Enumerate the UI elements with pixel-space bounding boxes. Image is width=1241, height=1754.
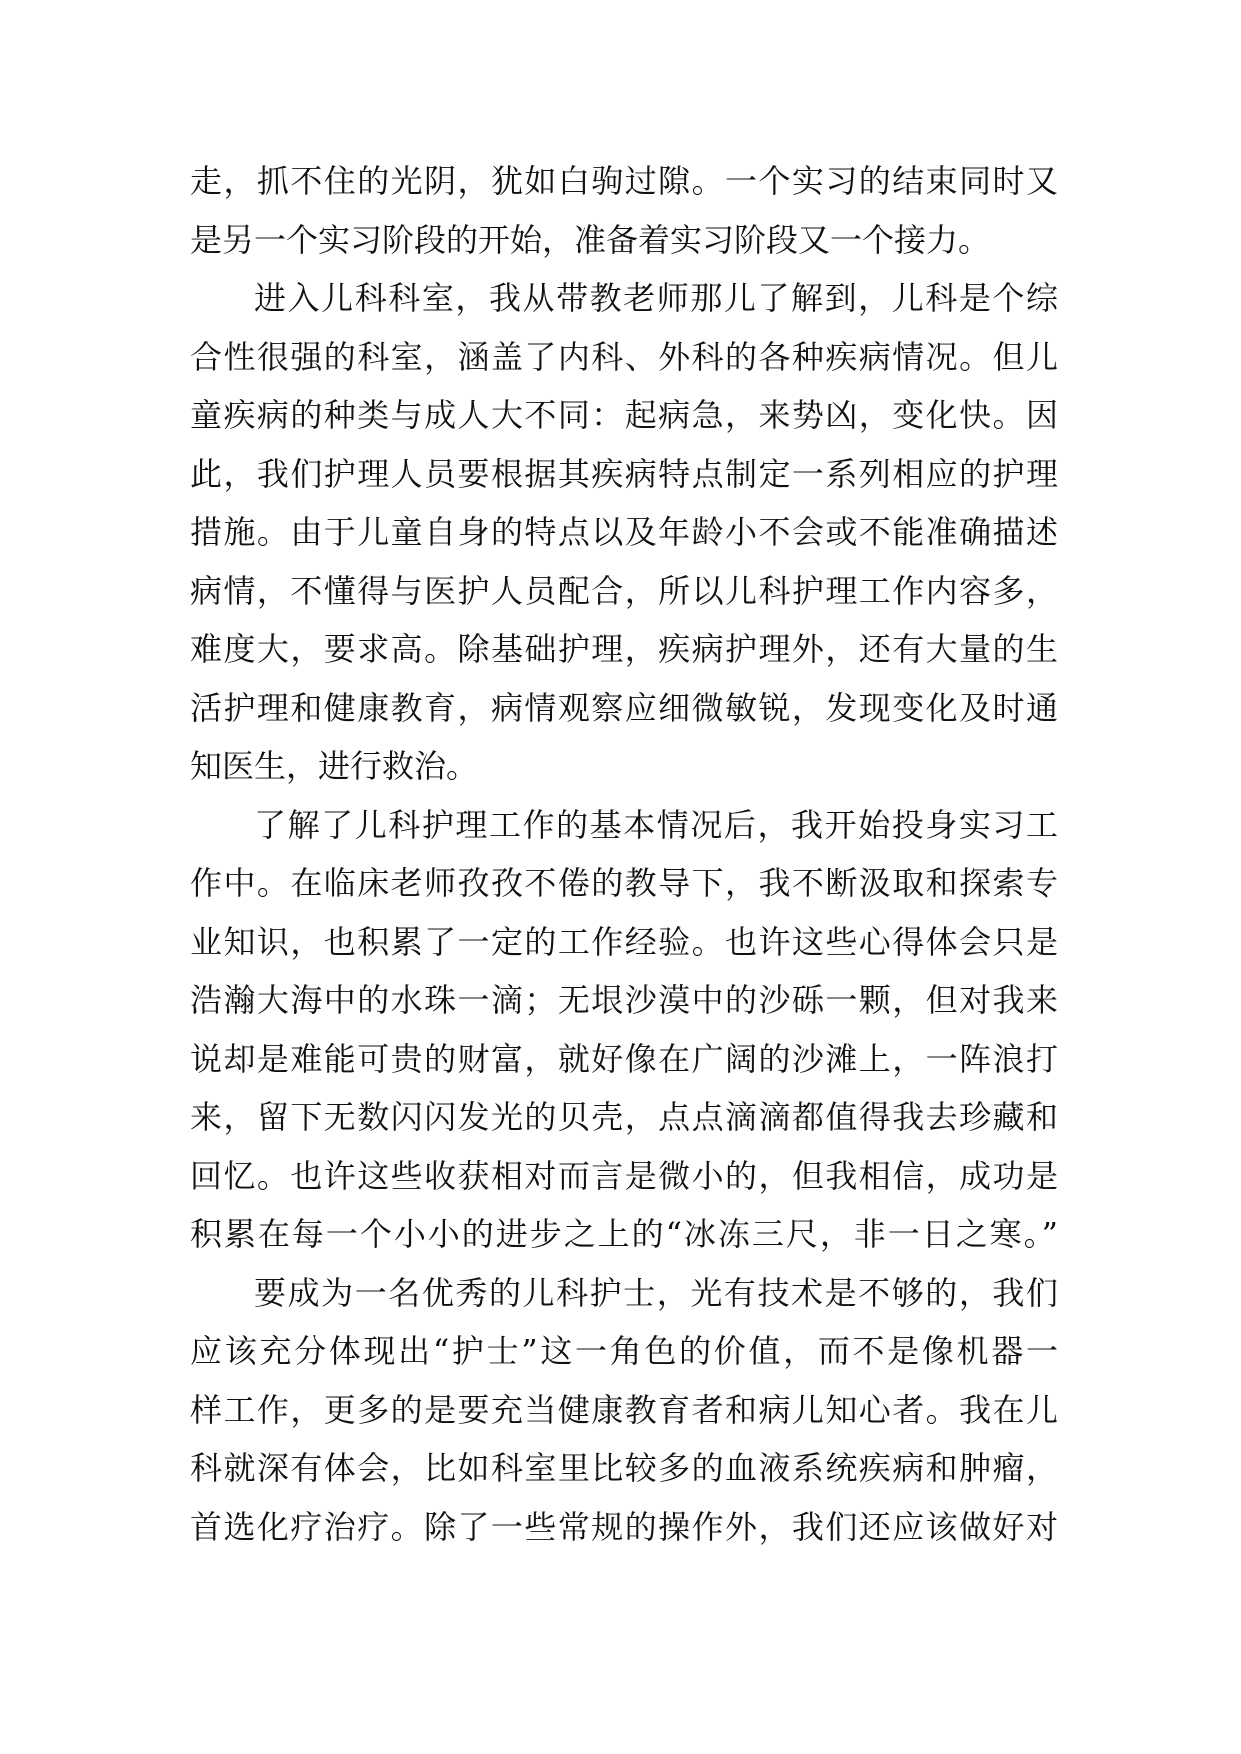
text-line: 浩瀚大海中的水珠一滴；无垠沙漠中的沙砾一颗，但对我来 — [190, 981, 1058, 1019]
text-line: 活护理和健康教育，病情观察应细微敏锐，发现变化及时通 — [190, 688, 1058, 727]
text-line: 回忆。也许这些收获相对而言是微小的，但我相信，成功是 — [190, 1156, 1058, 1195]
text-line: 首选化疗治疗。除了一些常规的操作外，我们还应该做好对 — [190, 1507, 1058, 1546]
text-line: 科就深有体会，比如科室里比较多的血液系统疾病和肿瘤， — [190, 1449, 1058, 1487]
text-line: 措施。由于儿童自身的特点以及年龄小不会或不能准确描述 — [190, 513, 1058, 551]
text-line: 是另一个实习阶段的开始，准备着实习阶段又一个接力。 — [190, 220, 991, 259]
text-line: 难度大，要求高。除基础护理，疾病护理外，还有大量的生 — [190, 630, 1058, 668]
text-line: 了解了儿科护理工作的基本情况后，我开始投身实习工 — [254, 805, 1058, 844]
text-line: 积累在每一个小小的进步之上的“冰冻三尺，非一日之寒。” — [190, 1215, 1058, 1253]
document-body — [190, 152, 1058, 1556]
text-line: 业知识，也积累了一定的工作经验。也许这些心得体会只是 — [190, 922, 1058, 961]
text-line: 走，抓不住的光阴，犹如白驹过隙。一个实习的结束同时又 — [190, 162, 1058, 200]
text-line: 说却是难能可贵的财富，就好像在广阔的沙滩上，一阵浪打 — [190, 1039, 1058, 1078]
text-line: 合性很强的科室，涵盖了内科、外科的各种疾病情况。但儿 — [190, 337, 1058, 376]
text-line: 要成为一名优秀的儿科护士，光有技术是不够的，我们 — [254, 1273, 1058, 1312]
text-line: 来，留下无数闪闪发光的贝壳，点点滴滴都值得我去珍藏和 — [190, 1098, 1058, 1136]
text-line: 进入儿科科室，我从带教老师那儿了解到，儿科是个综 — [254, 279, 1058, 317]
text-line: 此，我们护理人员要根据其疾病特点制定一系列相应的护理 — [190, 454, 1058, 493]
text-line: 作中。在临床老师孜孜不倦的教导下，我不断汲取和探索专 — [190, 864, 1058, 902]
text-line: 应该充分体现出“护士”这一角色的价值，而不是像机器一 — [190, 1332, 1058, 1370]
text-line: 样工作，更多的是要充当健康教育者和病儿知心者。我在儿 — [190, 1390, 1058, 1429]
text-line: 病情，不懂得与医护人员配合，所以儿科护理工作内容多， — [190, 571, 1058, 610]
text-line: 童疾病的种类与成人大不同：起病急，来势凶，变化快。因 — [190, 396, 1058, 434]
text-line: 知医生，进行救治。 — [190, 747, 479, 785]
